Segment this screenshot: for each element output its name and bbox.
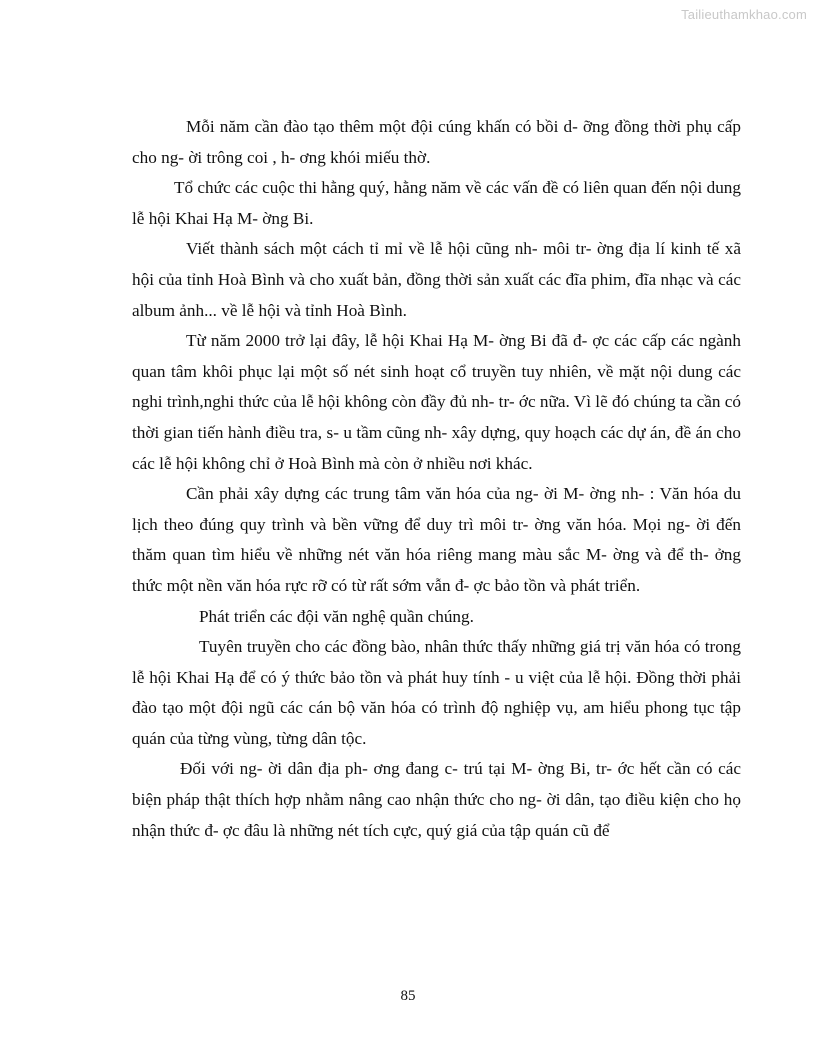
document-body — [132, 112, 741, 846]
paragraph-contests: Tổ chức các cuộc thi hằng quý, hằng năm về các vấn đề có liên quan đến nội dung lễ hội Khai Hạ M- ờng Bi. — [132, 178, 741, 228]
paragraph-publish-books: Viết thành sách một cách tỉ mỉ về lễ hội cũng nh- môi tr- ờng địa lí kinh tế xã hội của tỉnh Hoà Bình và cho xuất bản, đồng thời sản xuất các đĩa phim, đĩa nhạc và các album ảnh... về lễ hội và tỉnh Hoà Bình. — [132, 239, 741, 320]
paragraph-propaganda: Tuyên truyền cho các đồng bào, nhân thức thấy những giá trị văn hóa có trong lễ hội Khai Hạ để có ý thức bảo tồn và phát huy tính - u việt của lễ hội. Đồng thời phải đào tạo một đội ngũ các cán bộ văn hóa có trình độ nghiệp vụ, am hiểu phong tục tập quán của từng vùng, từng dân tộc. — [132, 637, 741, 748]
paragraph-local-residents: Đối với ng- ời dân địa ph- ơng đang c- trú tại M- ờng Bi, tr- ớc hết cần có các biện pháp thật thích hợp nhằm nâng cao nhận thức cho ng- ời dân, tạo điều kiện cho họ nhận thức đ- ợc đâu là những nét tích cực, quý giá của tập quán cũ để — [132, 759, 741, 840]
paragraph-training-ritual-team: Mỗi năm cần đào tạo thêm một đội cúng khấn có bồi d- ỡng đồng thời phụ cấp cho ng- ời trông coi , h- ơng khói miếu thờ. — [132, 117, 741, 167]
watermark-text: Tailieuthamkhao.com — [681, 7, 807, 22]
paragraph-art-troupes: Phát triển các đội văn nghệ quần chúng. — [199, 606, 474, 626]
paragraph-restoration-since-2000: Từ năm 2000 trở lại đây, lễ hội Khai Hạ M- ờng Bi đã đ- ợc các cấp các ngành quan tâm khôi phục lại một số nét sinh hoạt cổ truyền tuy nhiên, về mặt nội dung các nghi trình,nghi thức của lễ hội không còn đầy đủ nh- tr- ớc nữa. Vì lẽ đó chúng ta cần có thời gian tiến hành điều tra, s- u tầm cũng nh- xây dựng, quy hoạch các dự án, đề án cho các lễ hội không chỉ ở Hoà Bình mà còn ở nhiều nơi khác. — [132, 331, 741, 473]
paragraph-cultural-centers: Cần phải xây dựng các trung tâm văn hóa của ng- ời M- ờng nh- : Văn hóa du lịch theo đúng quy trình và bền vững để duy trì môi tr- ờng văn hóa. Mọi ng- ời đến thăm quan tìm hiểu về những nét văn hóa riêng mang màu sắc M- ờng và để th- ởng thức một nền văn hóa rực rỡ có từ rất sớm vẫn đ- ợc bảo tồn và phát triển. — [132, 484, 741, 595]
page-number: 85 — [400, 988, 416, 1004]
